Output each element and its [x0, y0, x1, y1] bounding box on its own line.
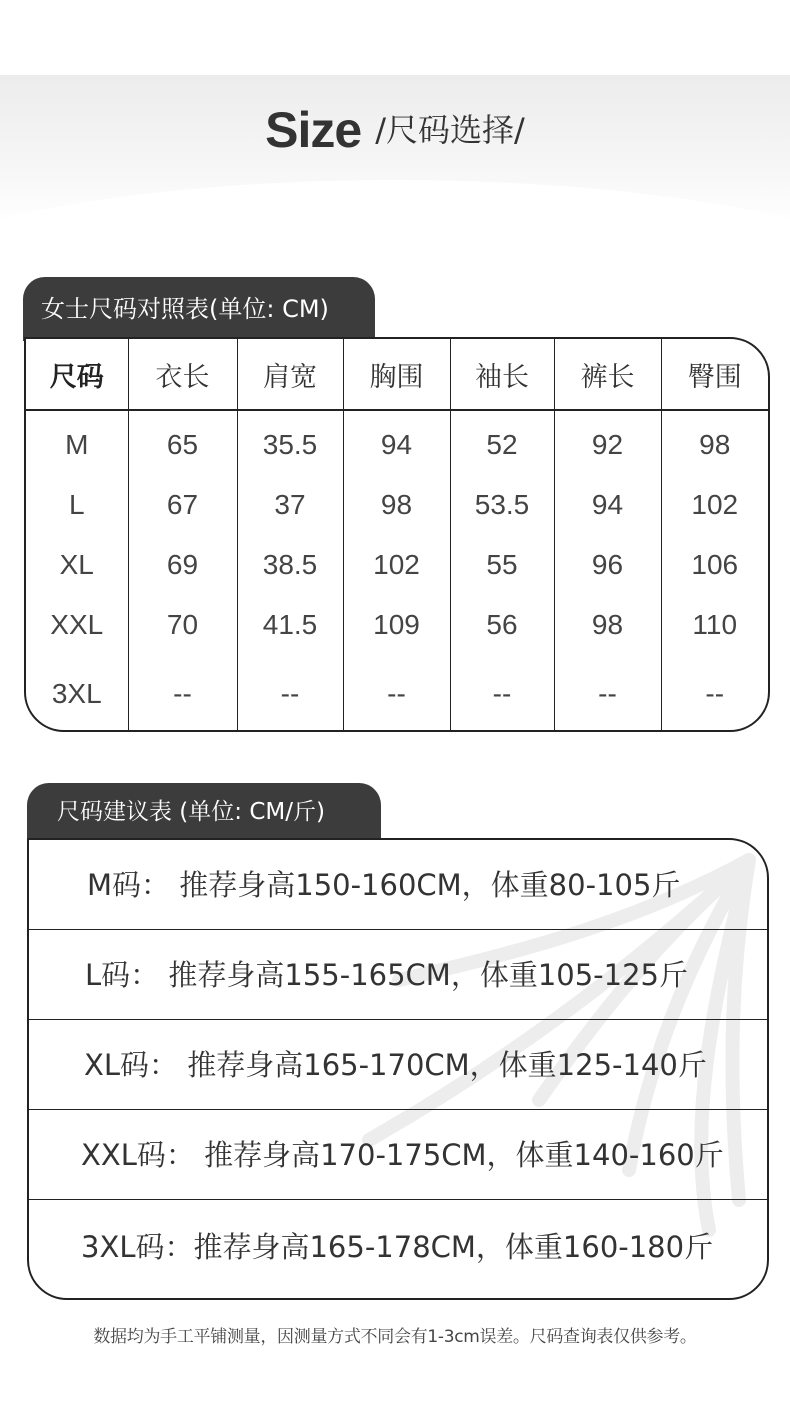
recommendation-text: L码： 推荐身高155-165CM，体重105-125斤: [85, 958, 688, 992]
column-header-shoulder: 肩宽: [237, 339, 343, 410]
table-cell: 52: [450, 410, 554, 475]
list-item: [29, 1020, 767, 1110]
column-header-hip: 臀围: [661, 339, 768, 410]
table-cell: 102: [691, 489, 739, 520]
table-cell: 53.5: [450, 475, 554, 535]
cell-size: L: [26, 475, 128, 535]
table-row: [26, 535, 768, 595]
table-cell: 110: [692, 609, 738, 640]
recommendation-text: XXL码： 推荐身高170-175CM，体重140-160斤: [81, 1138, 724, 1172]
table-cell: 102: [343, 535, 450, 595]
column-header-length: 衣长: [128, 339, 237, 410]
table-cell: 35.5: [237, 410, 343, 475]
list-item: [29, 840, 767, 930]
table-row: [26, 595, 768, 655]
table-cell: 67: [128, 475, 237, 535]
table-cell: --: [705, 678, 725, 709]
table-cell: 55: [450, 535, 554, 595]
table-cell: 37: [237, 475, 343, 535]
column-header-sleeve: 袖长: [450, 339, 554, 410]
recommendation-box: [27, 838, 769, 1300]
size-chart-table: [26, 339, 768, 732]
recommendation-tab: 尺码建议表 (单位: CM/斤): [27, 783, 381, 841]
column-header-size: 尺码: [26, 339, 128, 410]
table-cell: --: [128, 655, 237, 732]
table-cell: 41.5: [237, 595, 343, 655]
table-cell: 98: [699, 429, 731, 460]
table-cell: 70: [128, 595, 237, 655]
cell-size: M: [26, 410, 128, 475]
table-header-row: [26, 339, 768, 410]
table-row: [26, 410, 768, 475]
table-cell: --: [554, 655, 661, 732]
page-title: [0, 100, 790, 160]
table-cell: 94: [554, 475, 661, 535]
table-cell: 98: [554, 595, 661, 655]
size-chart-box: [24, 337, 770, 732]
column-header-pants-length: 裤长: [554, 339, 661, 410]
table-row: [26, 475, 768, 535]
recommendation-text: M码： 推荐身高150-160CM，体重80-105斤: [87, 868, 681, 902]
table-cell: 98: [343, 475, 450, 535]
table-cell: 94: [343, 410, 450, 475]
table-row: [26, 655, 768, 732]
table-cell: 65: [128, 410, 237, 475]
table-cell: --: [237, 655, 343, 732]
table-cell: 96: [554, 535, 661, 595]
cell-size: 3XL: [26, 655, 128, 732]
table-cell: 69: [128, 535, 237, 595]
title-chinese: /尺码选择/: [375, 111, 525, 149]
title-english: Size: [265, 102, 362, 158]
table-cell: 56: [450, 595, 554, 655]
recommendation-text: XL码： 推荐身高165-170CM，体重125-140斤: [84, 1048, 707, 1082]
table-cell: 109: [343, 595, 450, 655]
table-cell: 106: [691, 549, 739, 580]
size-chart-tab: 女士尺码对照表(单位: CM): [23, 277, 375, 341]
list-item: [29, 1110, 767, 1200]
table-cell: 38.5: [237, 535, 343, 595]
list-item: [29, 1200, 767, 1295]
table-cell: 92: [554, 410, 661, 475]
cell-size: XL: [26, 535, 128, 595]
list-item: [29, 930, 767, 1020]
cell-size: XXL: [26, 595, 128, 655]
footnote: 数据均为手工平铺测量，因测量方式不同会有1-3cm误差。尺码查询表仅供参考。: [93, 1327, 697, 1347]
recommendation-text: 3XL码：推荐身高165-178CM，体重160-180斤: [81, 1230, 714, 1264]
table-cell: --: [450, 655, 554, 732]
column-header-bust: 胸围: [343, 339, 450, 410]
table-cell: --: [343, 655, 450, 732]
